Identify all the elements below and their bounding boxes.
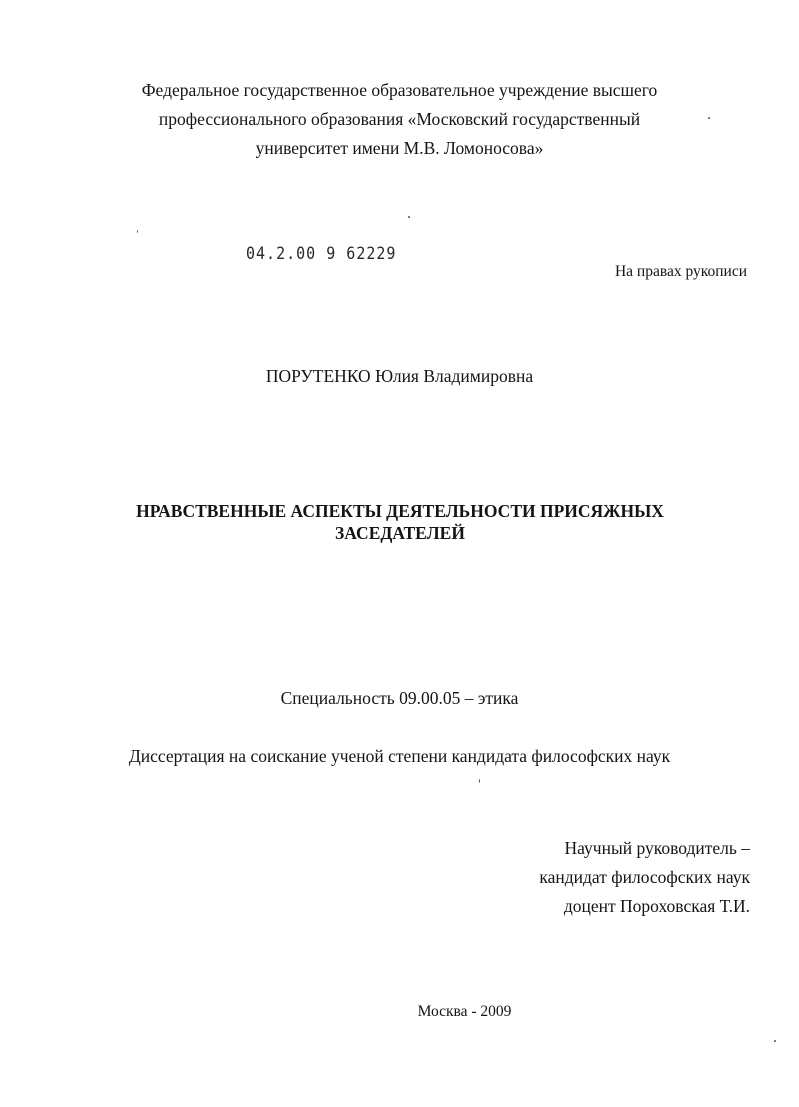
supervisor-line-2: кандидат философских наук: [539, 867, 750, 887]
institution-header: [0, 76, 799, 163]
dissertation-title: [60, 500, 740, 544]
scan-speck: [408, 216, 410, 218]
supervisor-line-3: доцент Пороховская Т.И.: [563, 896, 750, 916]
institution-line-3: университет имени М.В. Ломоносова»: [255, 138, 544, 158]
scan-speck: [479, 779, 480, 783]
title-line-2: ЗАСЕДАТЕЛЕЙ: [335, 523, 465, 543]
scan-speck: [774, 1040, 776, 1042]
supervisor-block: [539, 834, 750, 921]
author-name: ПОРУТЕНКО Юлия Владимировна: [265, 366, 534, 386]
specialty-line: Специальность 09.00.05 – этика: [280, 688, 519, 708]
title-line-1: НРАВСТВЕННЫЕ АСПЕКТЫ ДЕЯТЕЛЬНОСТИ ПРИСЯЖНЫХ: [136, 501, 664, 521]
archive-code-stamp: 04.2.00 9 62229: [246, 243, 397, 264]
scan-speck: [708, 117, 710, 119]
rights-notice: На правах рукописи: [614, 263, 747, 280]
city-year: Москва - 2009: [417, 1003, 512, 1020]
dissertation-degree-line: Диссертация на соискание ученой степени кандидата философских наук: [128, 746, 671, 766]
supervisor-line-1: Научный руководитель –: [564, 838, 750, 858]
institution-line-2: профессионального образования «Московский государственный: [158, 109, 641, 129]
scan-speck: [137, 230, 138, 233]
institution-line-1: Федеральное государственное образовательное учреждение высшего: [141, 80, 658, 100]
